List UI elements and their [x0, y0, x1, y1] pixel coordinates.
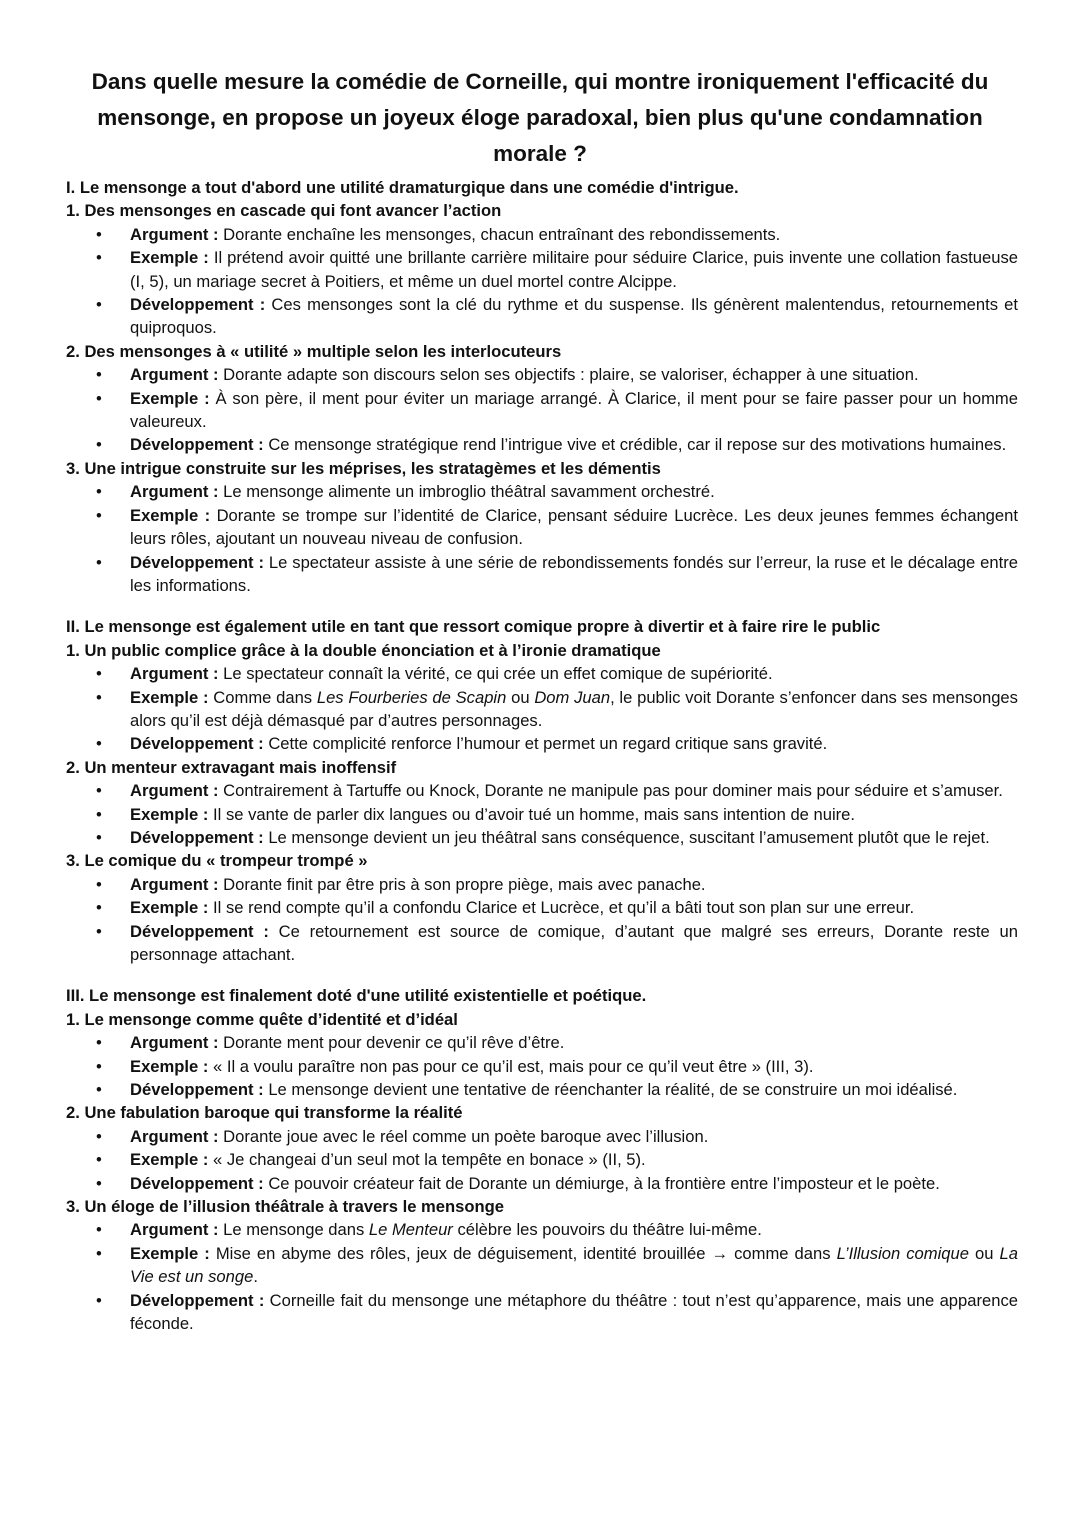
argument-item: [130, 1125, 1018, 1148]
developpement-label: Développement :: [130, 1173, 264, 1193]
point-text: Dorante ment pour devenir ce qu’il rêve d’être.: [223, 1033, 565, 1053]
exemple-label: Exemple :: [130, 804, 209, 824]
subsection-heading: 1. Des mensonges en cascade qui font avancer l’action: [66, 201, 502, 221]
exemple-item: [130, 1148, 1018, 1171]
argument-item: [130, 363, 1018, 386]
point-text: , le public voit Dorante s’enfoncer dans ses mensonges alors qu’il est déjà démasqué par d’autres personnages.: [130, 687, 1018, 730]
point-text: Dorante se trompe sur l’identité de Clarice, pensant séduire Lucrèce. Les deux jeunes femmes échangent leurs rôles, ajoutant un nouveau niveau de confusion.: [130, 505, 1018, 549]
point-text: Corneille fait du mensonge une métaphore du théâtre : tout n’est qu’apparence, mais une apparence féconde.: [130, 1290, 1018, 1334]
exemple-label: Exemple :: [130, 687, 209, 707]
work-title: Dom Juan: [534, 687, 611, 707]
subsection-heading: 1. Un public complice grâce à la double énonciation et à l’ironie dramatique: [66, 640, 661, 660]
exemple-item: [130, 504, 1018, 551]
point-text: Ces mensonges sont la clé du rythme et du suspense. Ils génèrent malentendus, retournements et quiproquos.: [130, 295, 1018, 338]
developpement-label: Développement :: [130, 295, 266, 315]
argument-label: Argument :: [130, 1126, 219, 1146]
point-text: Ce pouvoir créateur fait de Dorante un démiurge, à la frontière entre l’imposteur et le poète.: [268, 1173, 940, 1193]
developpement-label: Développement :: [130, 1080, 264, 1100]
point-text: « Je changeai d’un seul mot la tempête en bonace » (II, 5).: [213, 1150, 646, 1170]
exemple-item: [130, 803, 1018, 826]
argument-label: Argument :: [130, 781, 219, 801]
argument-label: Argument :: [130, 1220, 219, 1240]
exemple-label: Exemple :: [130, 1056, 209, 1076]
subsection-heading: 1. Le mensonge comme quête d’identité et d’idéal: [66, 1009, 458, 1029]
point-text: Contrairement à Tartuffe ou Knock, Dorante ne manipule pas pour dominer mais pour séduire et s’amuser.: [223, 781, 1003, 801]
point-text: Il se rend compte qu’il a confondu Clarice et Lucrèce, et qu’il a bâti tout son plan sur une erreur.: [213, 898, 915, 918]
exemple-item: [130, 246, 1018, 293]
exemple-label: Exemple :: [130, 898, 209, 918]
point-text: ou: [506, 687, 535, 707]
point-list: [66, 223, 1018, 340]
work-title: L’Illusion comique: [836, 1243, 969, 1263]
work-title: Les Fourberies de Scapin: [316, 687, 507, 707]
part-heading: II. Le mensonge est également utile en tant que ressort comique propre à divertir et à faire rire le public: [66, 617, 881, 637]
subsection-heading: 2. Un menteur extravagant mais inoffensif: [66, 757, 397, 777]
point-text: ou: [968, 1243, 1000, 1263]
point-text: Il prétend avoir quitté une brillante carrière militaire pour séduire Clarice, puis invente une collation fastueuse (I, 5), un mariage secret à Poitiers, et même un duel mortel contre Alcippe.: [130, 248, 1018, 291]
point-list: [66, 1218, 1018, 1335]
developpement-item: [130, 826, 1018, 849]
point-text: Dorante joue avec le réel comme un poète baroque avec l’illusion.: [223, 1126, 709, 1146]
point-list: [66, 779, 1018, 849]
point-text: célèbre les pouvoirs du théâtre lui-même.: [452, 1220, 762, 1240]
exemple-item: [130, 1242, 1018, 1289]
argument-label: Argument :: [130, 482, 219, 502]
developpement-item: [130, 293, 1018, 340]
developpement-item: [130, 551, 1018, 598]
exemple-label: Exemple :: [130, 1150, 209, 1170]
developpement-item: [130, 1078, 1018, 1101]
developpement-item: [130, 920, 1018, 967]
work-title: Le Menteur: [368, 1220, 453, 1240]
point-text: .: [253, 1267, 258, 1287]
subsection-heading: 2. Une fabulation baroque qui transforme la réalité: [66, 1103, 463, 1123]
point-list: [66, 363, 1018, 457]
exemple-label: Exemple :: [130, 1243, 210, 1263]
point-list: [66, 480, 1018, 597]
exemple-label: Exemple :: [130, 248, 209, 268]
point-list: [66, 1031, 1018, 1101]
document-title: Dans quelle mesure la comédie de Corneille, qui montre ironiquement l'efficacité du mensonge, en propose un joyeux éloge paradoxal, bien plus qu'une condamnation morale ?: [91, 69, 989, 166]
point-text: Le mensonge devient une tentative de réenchanter la réalité, de se construire un moi idéalisé.: [268, 1080, 958, 1100]
point-text: Ce retournement est source de comique, d’autant que malgré ses erreurs, Dorante reste un personnage attachant.: [130, 921, 1018, 964]
point-text: Le mensonge devient un jeu théâtral sans conséquence, suscitant l’amusement plutôt que le rejet.: [268, 827, 990, 847]
argument-label: Argument :: [130, 874, 219, 894]
argument-item: [130, 480, 1018, 503]
exemple-label: Exemple :: [130, 388, 210, 408]
developpement-label: Développement :: [130, 734, 264, 754]
subsection-heading: 3. Une intrigue construite sur les méprises, les stratagèmes et les démentis: [66, 458, 661, 478]
exemple-item: [130, 387, 1018, 434]
point-text: Comme dans: [213, 687, 317, 707]
point-text: À son père, il ment pour éviter un mariage arrangé. À Clarice, il ment pour se faire passer pour un homme valeureux.: [130, 388, 1018, 432]
developpement-label: Développement :: [130, 921, 269, 941]
subsection-heading: 3. Un éloge de l’illusion théâtrale à travers le mensonge: [66, 1197, 505, 1217]
exemple-item: [130, 896, 1018, 919]
point-text: Le mensonge dans: [223, 1220, 369, 1240]
argument-item: [130, 662, 1018, 685]
developpement-item: [130, 732, 1018, 755]
developpement-label: Développement :: [130, 827, 264, 847]
point-text: Ce mensonge stratégique rend l’intrigue vive et crédible, car il repose sur des motivations humaines.: [268, 435, 1007, 455]
point-text: Le spectateur assiste à une série de rebondissements fondés sur l’erreur, la ruse et le décalage entre les informations.: [130, 552, 1018, 595]
argument-item: [130, 873, 1018, 896]
point-text: Dorante finit par être pris à son propre piège, mais avec panache.: [223, 874, 706, 894]
argument-item: [130, 223, 1018, 246]
document-body: [66, 176, 1018, 1336]
point-text: Le spectateur connaît la vérité, ce qui crée un effet comique de supériorité.: [223, 664, 773, 684]
subsection-heading: 2. Des mensonges à « utilité » multiple selon les interlocuteurs: [66, 341, 562, 361]
point-list: [66, 662, 1018, 756]
point-text: Dorante enchaîne les mensonges, chacun entraînant des rebondissements.: [223, 224, 781, 244]
exemple-label: Exemple :: [130, 505, 211, 525]
developpement-label: Développement :: [130, 435, 264, 455]
point-text: Mise en abyme des rôles, jeux de déguisement, identité brouillée → comme dans: [215, 1243, 837, 1263]
part-heading: III. Le mensonge est finalement doté d'une utilité existentielle et poétique.: [66, 986, 647, 1006]
developpement-item: [130, 433, 1018, 456]
point-text: « Il a voulu paraître non pas pour ce qu’il est, mais pour ce qu’il veut être » (III, 3).: [213, 1056, 814, 1076]
developpement-item: [130, 1172, 1018, 1195]
argument-label: Argument :: [130, 365, 219, 385]
argument-item: [130, 1031, 1018, 1054]
point-list: [66, 873, 1018, 967]
part-heading: I. Le mensonge a tout d'abord une utilité dramaturgique dans une comédie d'intrigue.: [66, 178, 739, 197]
argument-label: Argument :: [130, 224, 219, 244]
point-text: Dorante adapte son discours selon ses objectifs : plaire, se valoriser, échapper à une situation.: [223, 365, 919, 385]
developpement-item: [130, 1289, 1018, 1336]
developpement-label: Développement :: [130, 552, 264, 572]
subsection-heading: 3. Le comique du « trompeur trompé »: [66, 851, 368, 871]
exemple-item: [130, 686, 1018, 733]
point-text: Cette complicité renforce l’humour et permet un regard critique sans gravité.: [268, 734, 828, 754]
point-text: Il se vante de parler dix langues ou d’avoir tué un homme, mais sans intention de nuire.: [213, 804, 856, 824]
argument-item: [130, 779, 1018, 802]
argument-label: Argument :: [130, 664, 219, 684]
developpement-label: Développement :: [130, 1290, 265, 1310]
exemple-item: [130, 1055, 1018, 1078]
point-list: [66, 1125, 1018, 1195]
point-text: Le mensonge alimente un imbroglio théâtral savamment orchestré.: [223, 482, 715, 502]
argument-label: Argument :: [130, 1033, 219, 1053]
argument-item: [130, 1218, 1018, 1241]
work-title: La Vie est un songe: [130, 1243, 1018, 1287]
